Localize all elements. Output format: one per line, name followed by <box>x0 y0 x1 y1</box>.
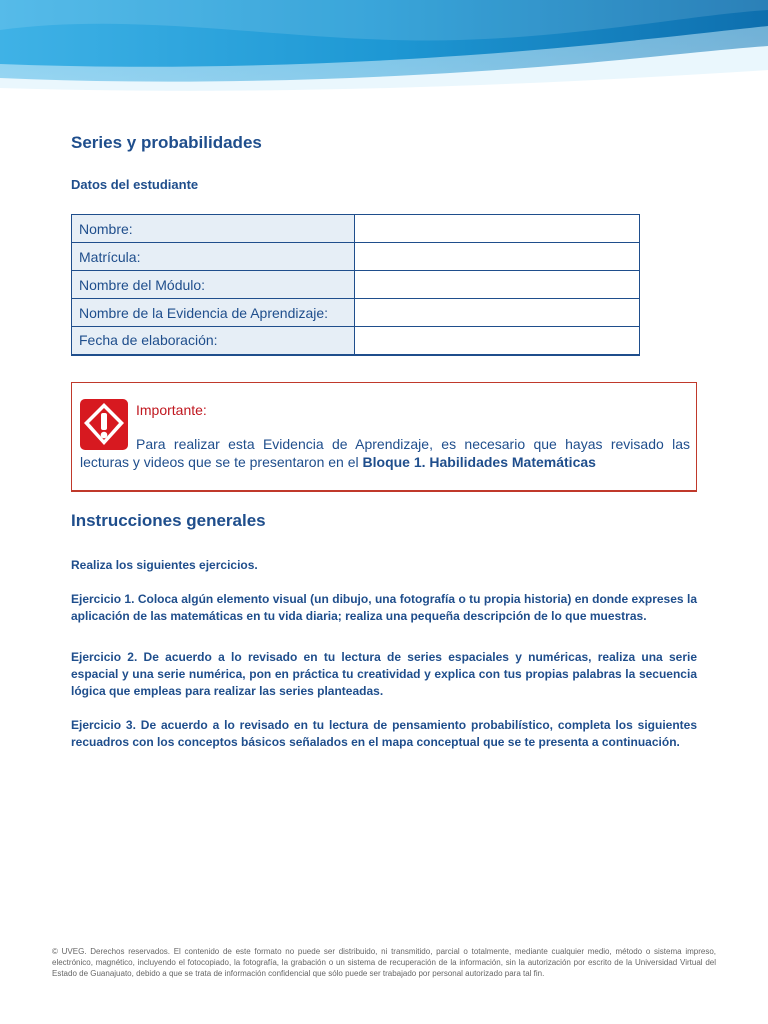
field-label: Nombre del Módulo: <box>72 271 355 299</box>
field-value[interactable] <box>355 271 640 299</box>
instructions-title: Instrucciones generales <box>71 511 266 530</box>
important-notice <box>71 382 697 492</box>
student-field-row <box>72 243 640 271</box>
field-label: Nombre de la Evidencia de Aprendizaje: <box>72 299 355 327</box>
field-value[interactable] <box>355 243 640 271</box>
copyright-footer: © UVEG. Derechos reservados. El contenido de este formato no puede ser distribuido, ni transmitido, parcial o totalmente, mediante cualquier medio, método o sistema impreso, electrónico, magnético, incluyendo el fotocopiado, la fotografía, la grabación o un sistema de recuperación de la información, sin la autorización por escrito de la Universidad Virtual del Estado de Guanajuato, debido a que se trata de información confidencial que sólo puede ser trabajado por personal autorizado para tal fin. <box>52 947 716 978</box>
header-banner <box>0 0 768 96</box>
student-data-table <box>71 214 640 356</box>
student-field-row <box>72 327 640 355</box>
page-title: Series y probabilidades <box>71 133 262 152</box>
field-value[interactable] <box>355 215 640 243</box>
important-label: Importante: <box>136 402 207 418</box>
exercise-3: Ejercicio 3. De acuerdo a lo revisado en tu lectura de pensamiento probabilístico, completa los siguientes recuadros con los conceptos básicos señalados en el mapa conceptual que se te presenta a continuación. <box>71 718 697 749</box>
field-label: Nombre: <box>72 215 355 243</box>
banner-graphic <box>0 0 768 96</box>
student-field-row <box>72 215 640 243</box>
student-field-row <box>72 299 640 327</box>
field-value[interactable] <box>355 299 640 327</box>
student-section-title: Datos del estudiante <box>71 177 199 192</box>
field-label: Fecha de elaboración: <box>72 327 355 355</box>
exercise-1: Ejercicio 1. Coloca algún elemento visual (un dibujo, una fotografía o tu propia historia) en donde expreses la aplicación de las matemáticas en tu vida diaria; realiza una pequeña descripción de lo que muestras. <box>71 592 697 623</box>
student-field-row <box>72 271 640 299</box>
instructions-intro: Realiza los siguientes ejercicios. <box>71 558 258 572</box>
important-text <box>80 435 690 471</box>
important-bold-reference: Bloque 1. Habilidades Matemáticas <box>362 454 596 470</box>
important-body: Para realizar esta Evidencia de Aprendizaje, es necesario que hayas revisado las lecturas y videos que se te presentaron en el <box>80 436 690 470</box>
exercise-2: Ejercicio 2. De acuerdo a lo revisado en tu lectura de series espaciales y numéricas, realiza una serie espacial y una serie numérica, pon en práctica tu creatividad y explica con tus propias palabras la secuencia lógica que empleas para realizar las series planteadas. <box>71 650 697 698</box>
field-value[interactable] <box>355 327 640 355</box>
field-label: Matrícula: <box>72 243 355 271</box>
